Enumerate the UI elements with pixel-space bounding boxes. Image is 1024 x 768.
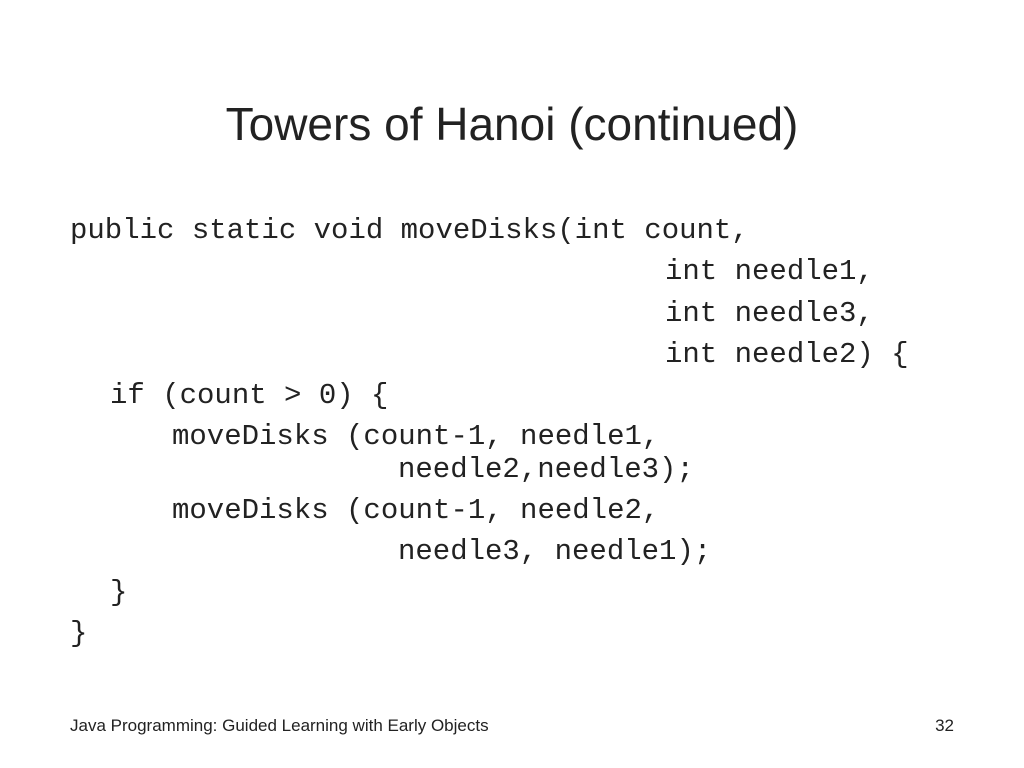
slide-title: Towers of Hanoi (continued) — [225, 98, 799, 150]
page-number: 32 — [935, 716, 954, 735]
code-line-second-call-continuation: needle3, needle1); — [398, 535, 712, 568]
code-line-first-call-continuation: needle2,needle3); — [398, 453, 694, 486]
code-line-if-close-brace: } — [110, 576, 128, 609]
code-line-param-needle3: int needle3, — [665, 297, 874, 330]
code-line-method-signature: public static void moveDisks(int count, — [70, 214, 749, 247]
code-line-param-needle2: int needle2) { — [665, 338, 909, 371]
code-line-param-needle1: int needle1, — [665, 255, 874, 288]
code-line-if-statement: if (count > 0) { — [110, 379, 389, 412]
code-line-method-close-brace: } — [70, 617, 88, 650]
footer-book-title: Java Programming: Guided Learning with Early Objects — [70, 716, 489, 735]
code-line-first-recursive-call: moveDisks (count-1, needle1, — [172, 420, 660, 453]
code-line-second-recursive-call: moveDisks (count-1, needle2, — [172, 494, 660, 527]
